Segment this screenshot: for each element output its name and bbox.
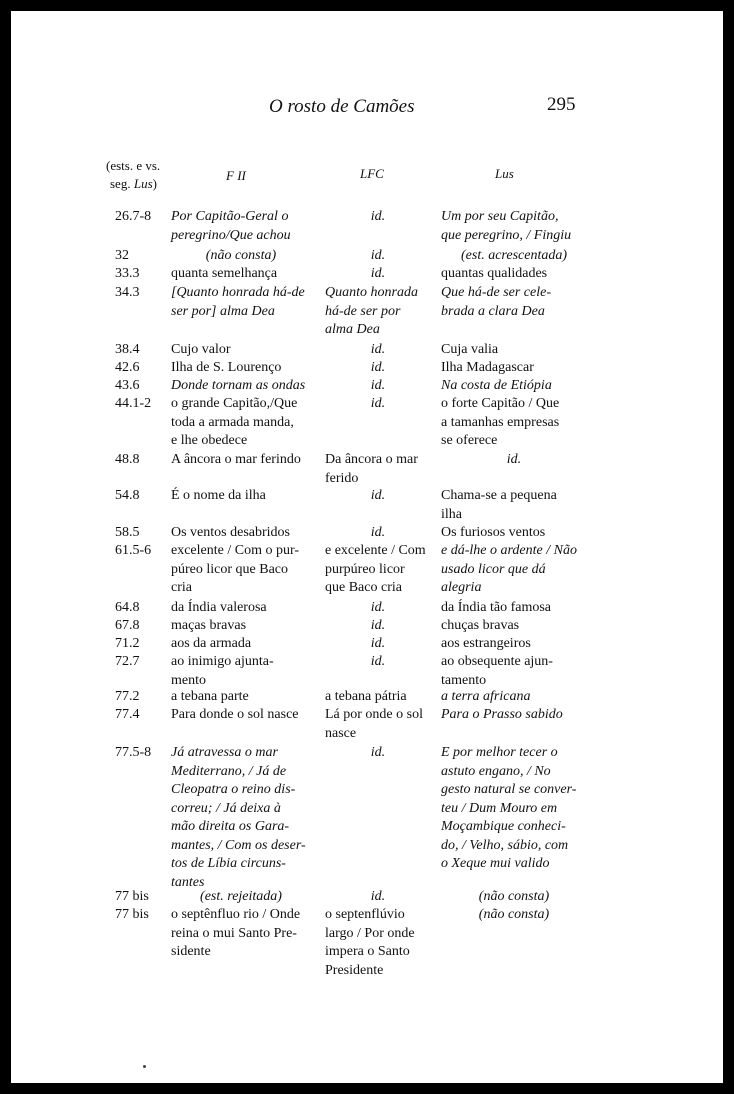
lus-cell: da Índia tão famosa (441, 600, 552, 615)
f2-cell: A âncora o mar ferindo (171, 452, 301, 467)
lfc-cell: Quanto honrada há-de ser por alma Dea (325, 285, 418, 337)
ref-cell: 42.6 (115, 360, 140, 375)
lus-cell: e dá-lhe o ardente / Não usado licor que dá alegria (441, 543, 577, 595)
lfc-cell: Lá por onde o sol nasce (325, 707, 423, 741)
lus-cell: Ilha Madagascar (441, 360, 534, 375)
ref-cell: 77.4 (115, 707, 140, 722)
lfc-cell: id. (370, 636, 386, 651)
f2-cell: Para donde o sol nasce (171, 707, 299, 722)
f2-cell: a tebana parte (171, 689, 249, 704)
lfc-cell: id. (370, 360, 386, 375)
lfc-cell: id. (370, 889, 386, 904)
lfc-cell: id. (370, 654, 386, 669)
f2-cell: o septênfluo rio / Onde reina o mui Santo Pre- sidente (171, 907, 301, 959)
lus-cell: E por melhor tecer o astuto engano, / No gesto natural se conver- teu / Dum Mouro em Moçambique conheci- do, / Velho, sábio, com o Xeque mui valido (441, 745, 577, 871)
lus-cell: Cuja valia (441, 342, 499, 357)
lfc-cell: id. (370, 600, 386, 615)
lus-cell: chuças bravas (441, 618, 520, 633)
f2-cell: o grande Capitão,/Que toda a armada manda, e lhe obedece (171, 396, 298, 448)
ref-cell: 43.6 (115, 378, 140, 393)
f2-cell: quanta semelhança (171, 266, 278, 281)
f2-cell: Os ventos desabridos (171, 525, 290, 540)
ref-cell: 77.5-8 (115, 745, 152, 760)
ref-cell: 77.2 (115, 689, 140, 704)
ref-cell: 77 bis (115, 907, 149, 922)
ref-cell: 67.8 (115, 618, 140, 633)
lus-cell: ao obsequente ajun- tamento (441, 654, 553, 688)
column-header-ref (106, 157, 160, 193)
f2-cell: (est. rejeitada) (200, 889, 282, 904)
f2-cell: Por Capitão-Geral o peregrino/Que achou (171, 209, 291, 243)
lfc-cell: id. (370, 342, 386, 357)
f2-cell: Ilha de S. Lourenço (171, 360, 282, 375)
f2-cell: Cujo valor (171, 342, 231, 357)
column-header-ref-line2: seg. Lus) (110, 176, 157, 191)
lus-cell: aos estrangeiros (441, 636, 531, 651)
f2-cell: [Quanto honrada há-de ser por] alma Dea (171, 285, 305, 319)
lfc-cell: id. (370, 266, 386, 281)
f2-cell: ao inimigo ajunta- mento (171, 654, 274, 688)
book-page (11, 11, 723, 1083)
f2-cell: da Índia valerosa (171, 600, 267, 615)
lfc-cell: id. (370, 745, 386, 760)
scan-speck (143, 1065, 146, 1068)
lus-cell: Que há-de ser cele- brada a clara Dea (441, 285, 552, 319)
ref-cell: 44.1-2 (115, 396, 152, 411)
lfc-cell: id. (370, 248, 386, 263)
page-number: 295 (547, 94, 576, 115)
column-header-lfc: LFC (360, 166, 384, 181)
lus-cell: Os furiosos ventos (441, 525, 546, 540)
lus-cell: Um por seu Capitão, que peregrino, / Fingiu (441, 209, 572, 243)
f2-cell: Já atravessa o mar Mediterrano, / Já de Cleopatra o reino dis- correu; / Já deixa à mão direita os Gara- mantes, / Com os deser- tos de Líbia circuns- tantes (171, 745, 306, 890)
lfc-cell: id. (370, 209, 386, 224)
running-title: O rosto de Camões (269, 96, 415, 117)
ref-cell: 34.3 (115, 285, 140, 300)
ref-cell: 71.2 (115, 636, 140, 651)
ref-cell: 64.8 (115, 600, 140, 615)
lus-cell: id. (506, 452, 522, 467)
ref-cell: 33.3 (115, 266, 140, 281)
f2-cell: Donde tornam as ondas (171, 378, 306, 393)
lus-cell: o forte Capitão / Que a tamanhas empresas se oferece (441, 396, 560, 448)
column-header-ref-line1: (ests. e vs. (106, 158, 161, 173)
lfc-cell: Da âncora o mar ferido (325, 452, 418, 486)
lus-cell: Para o Prasso sabido (441, 707, 563, 722)
f2-cell: É o nome da ilha (171, 488, 266, 503)
ref-cell: 61.5-6 (115, 543, 152, 558)
lfc-cell: id. (370, 618, 386, 633)
column-header-f2: F II (226, 168, 246, 183)
ref-cell: 77 bis (115, 889, 149, 904)
ref-cell: 72.7 (115, 654, 140, 669)
ref-cell: 26.7-8 (115, 209, 152, 224)
lus-cell: a terra africana (441, 689, 531, 704)
ref-cell: 54.8 (115, 488, 140, 503)
column-header-lus: Lus (495, 166, 514, 181)
lus-cell: (não consta) (478, 907, 550, 922)
lfc-cell: id. (370, 488, 386, 503)
ref-cell: 48.8 (115, 452, 140, 467)
ref-cell: 32 (115, 248, 129, 263)
lfc-cell: id. (370, 378, 386, 393)
lus-cell: (est. acrescentada) (461, 248, 567, 263)
lfc-cell: id. (370, 525, 386, 540)
lus-cell: quantas qualidades (441, 266, 548, 281)
f2-cell: aos da armada (171, 636, 252, 651)
f2-cell: (não consta) (205, 248, 277, 263)
f2-cell: excelente / Com o pur- púreo licor que Baco cria (171, 543, 300, 595)
lus-cell: Na costa de Etiópia (441, 378, 552, 393)
lfc-cell: o septenflúvio largo / Por onde impera o Santo Presidente (325, 907, 415, 978)
f2-cell: maças bravas (171, 618, 247, 633)
ref-cell: 58.5 (115, 525, 140, 540)
ref-cell: 38.4 (115, 342, 140, 357)
lfc-cell: e excelente / Com purpúreo licor que Baco cria (325, 543, 426, 595)
lfc-cell: id. (370, 396, 386, 411)
lus-cell: Chama-se a pequena ilha (441, 488, 557, 522)
lfc-cell: a tebana pátria (325, 689, 407, 704)
lus-cell: (não consta) (478, 889, 550, 904)
